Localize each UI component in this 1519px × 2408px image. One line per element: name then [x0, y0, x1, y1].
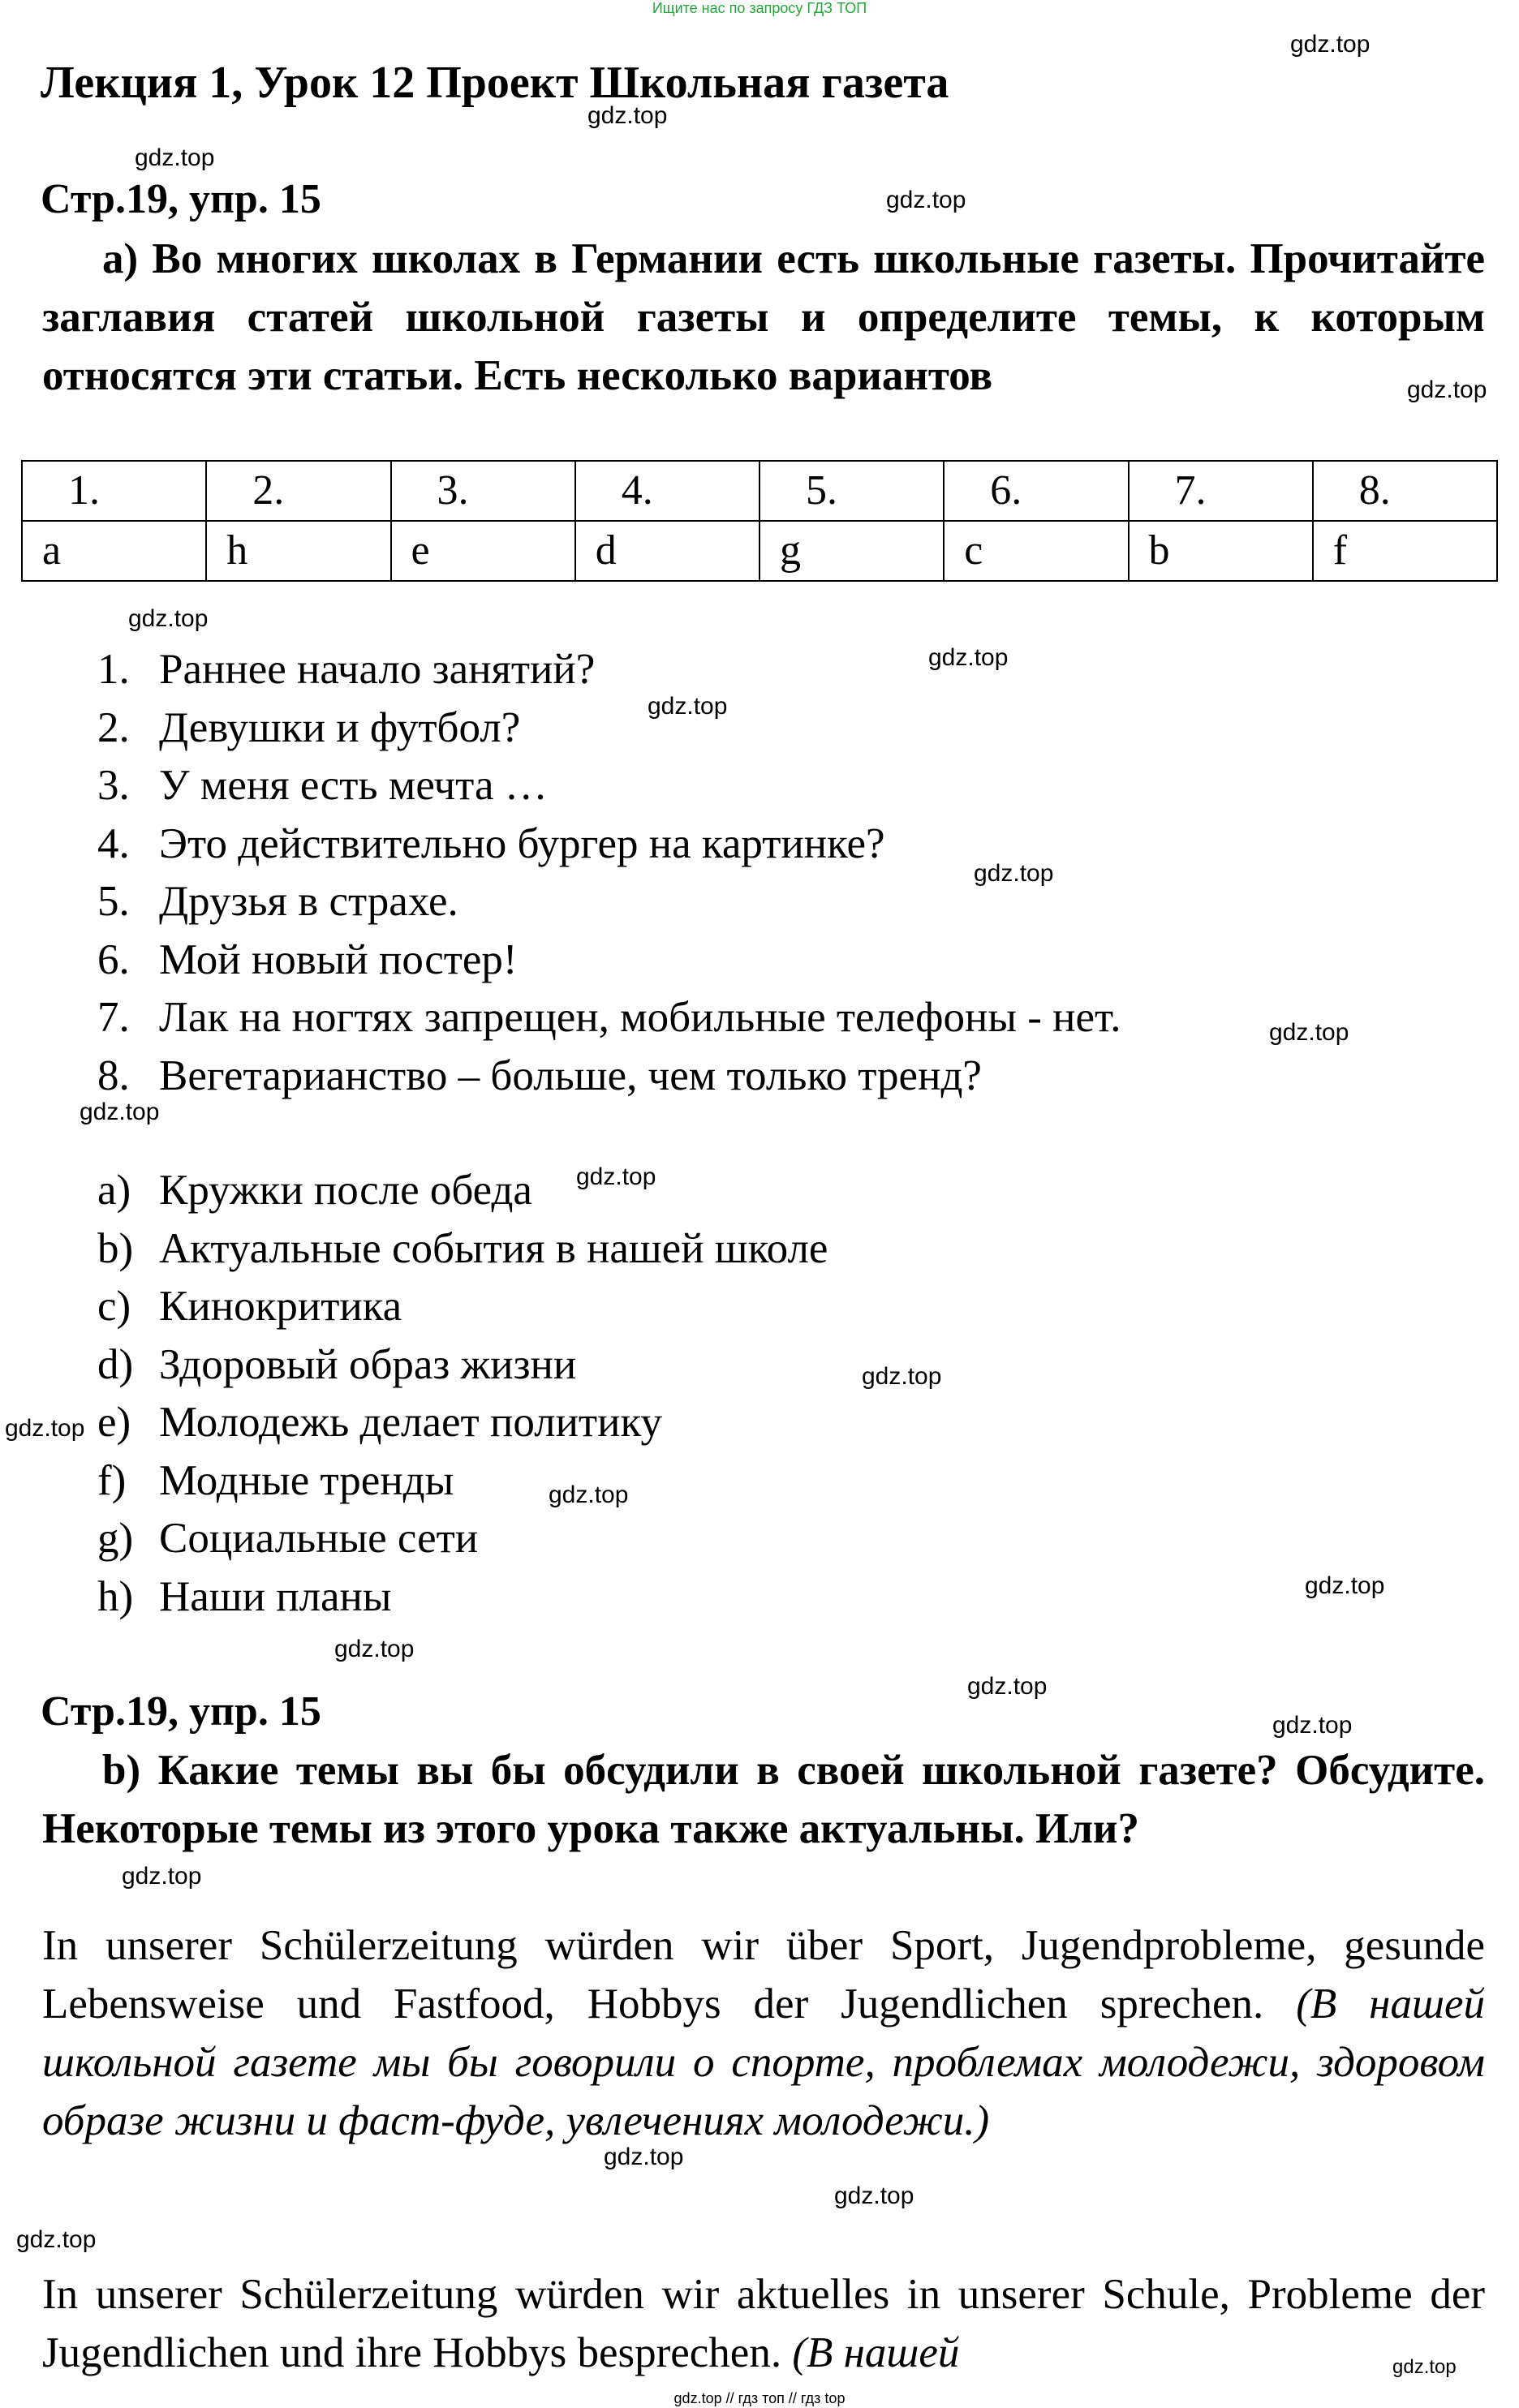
watermark: gdz.top [834, 2182, 914, 2209]
list-item: 7. Лак на ногтях запрещен, мобильные телефоны - нет. [97, 994, 1121, 1041]
list-item: 1. Раннее начало занятий? [97, 646, 596, 693]
table-cell: c [944, 521, 1128, 581]
watermark: gdz.top [974, 860, 1054, 887]
table-cell: 8. [1313, 461, 1497, 521]
list-item: a) Кружки после обеда [97, 1167, 532, 1214]
table-cell: d [575, 521, 760, 581]
list-item: 6. Мой новый постер! [97, 935, 518, 983]
list-item: h) Наши планы [97, 1572, 392, 1620]
table-cell: 7. [1129, 461, 1313, 521]
top-banner: Ищите нас по запросу ГДЗ ТОП [652, 0, 867, 16]
list-item: d) Здоровый образ жизни [97, 1340, 577, 1388]
watermark: gdz.top [1272, 1712, 1353, 1739]
watermark: gdz.top [967, 1673, 1048, 1700]
list-item: 3. У меня есть мечта … [97, 762, 548, 809]
watermark: gdz.top [587, 102, 668, 129]
answer-table-numbers-row [22, 461, 1497, 521]
watermark: gdz.top [122, 1863, 202, 1890]
list-item: 2. Девушки и футбол? [97, 703, 521, 751]
watermark: gdz.top [1290, 31, 1371, 58]
watermark: gdz.top [5, 1415, 85, 1442]
answer-table-letters-row [22, 521, 1497, 581]
table-cell: 1. [22, 461, 206, 521]
watermark: gdz.top [604, 2144, 684, 2170]
section-b-ref: Стр.19, упр. 15 [41, 1688, 321, 1735]
section-a-task: a) Во многих школах в Германии есть школьные газеты. Прочитайте заглавия статей школьной газеты и определите темы, к которым относятся эти статьи. Есть несколько вариантов [42, 235, 1485, 399]
list-item: 8. Вегетарианство – больше, чем только тренд? [97, 1051, 982, 1099]
list-item: g) Социальные сети [97, 1515, 479, 1562]
table-cell: f [1313, 521, 1497, 581]
table-cell: b [1129, 521, 1313, 581]
table-cell: e [391, 521, 575, 581]
watermark: gdz.top [1305, 1572, 1385, 1599]
list-item: f) Модные тренды [97, 1456, 454, 1504]
table-cell: 2. [206, 461, 390, 521]
list-item: 5. Друзья в страхе. [97, 878, 458, 925]
list-item: c) Кинокритика [97, 1283, 402, 1330]
watermark: gdz.top [549, 1481, 629, 1508]
topics-list [97, 1162, 828, 1626]
watermark: gdz.top [334, 1636, 415, 1662]
watermark: gdz.top [16, 2226, 97, 2253]
answer-paragraph-1: In unserer Schülerzeitung würden wir über Sport, Jugendprobleme, gesunde Lebensweise und Fastfood, Hobbys der Jugendlichen sprechen. (В нашей школьной газете мы бы говорили о спорте, проблемах молодежи, здоровом образе жизни и фаст-фуде, увлечениях молодежи.) [42, 1922, 1485, 2144]
table-cell: 5. [760, 461, 944, 521]
watermark: gdz.top [1392, 2356, 1457, 2378]
list-item: b) Актуальные события в нашей школе [97, 1224, 828, 1272]
watermark: gdz.top [928, 644, 1009, 671]
watermark: gdz.top [80, 1099, 160, 1125]
answer-paragraph-2: In unserer Schülerzeitung würden wir aktuelles in unserer Schule, Probleme der Jugendlichen und ihre Hobbys besprechen. (В нашей [42, 2271, 1485, 2376]
table-cell: 4. [575, 461, 760, 521]
table-cell: a [22, 521, 206, 581]
watermark: gdz.top [128, 605, 209, 632]
table-cell: 3. [391, 461, 575, 521]
section-a-ref: Стр.19, упр. 15 [41, 176, 321, 222]
table-cell: g [760, 521, 944, 581]
table-cell: 6. [944, 461, 1128, 521]
list-item: 4. Это действительно бургер на картинке? [97, 819, 885, 867]
headlines-list [97, 641, 1121, 1105]
watermark: gdz.top [886, 187, 966, 213]
watermark: gdz.top [1407, 376, 1487, 403]
page-title: Лекция 1, Урок 12 Проект Школьная газета [41, 58, 949, 108]
watermark: gdz.top [135, 144, 215, 171]
watermark: gdz.top [1269, 1019, 1349, 1046]
watermark: gdz.top [576, 1163, 656, 1190]
footer: gdz.top // гдз топ // гдз top [673, 2390, 846, 2406]
list-item: e) Молодежь делает политику [97, 1399, 662, 1446]
answer-table [21, 460, 1498, 582]
table-cell: h [206, 521, 390, 581]
section-b-task: b) Какие темы вы бы обсудили в своей школьной газете? Обсудите. Некоторые темы из этого урока также актуальны. Или? [42, 1747, 1485, 1852]
watermark: gdz.top [862, 1363, 942, 1390]
watermark: gdz.top [648, 693, 728, 720]
